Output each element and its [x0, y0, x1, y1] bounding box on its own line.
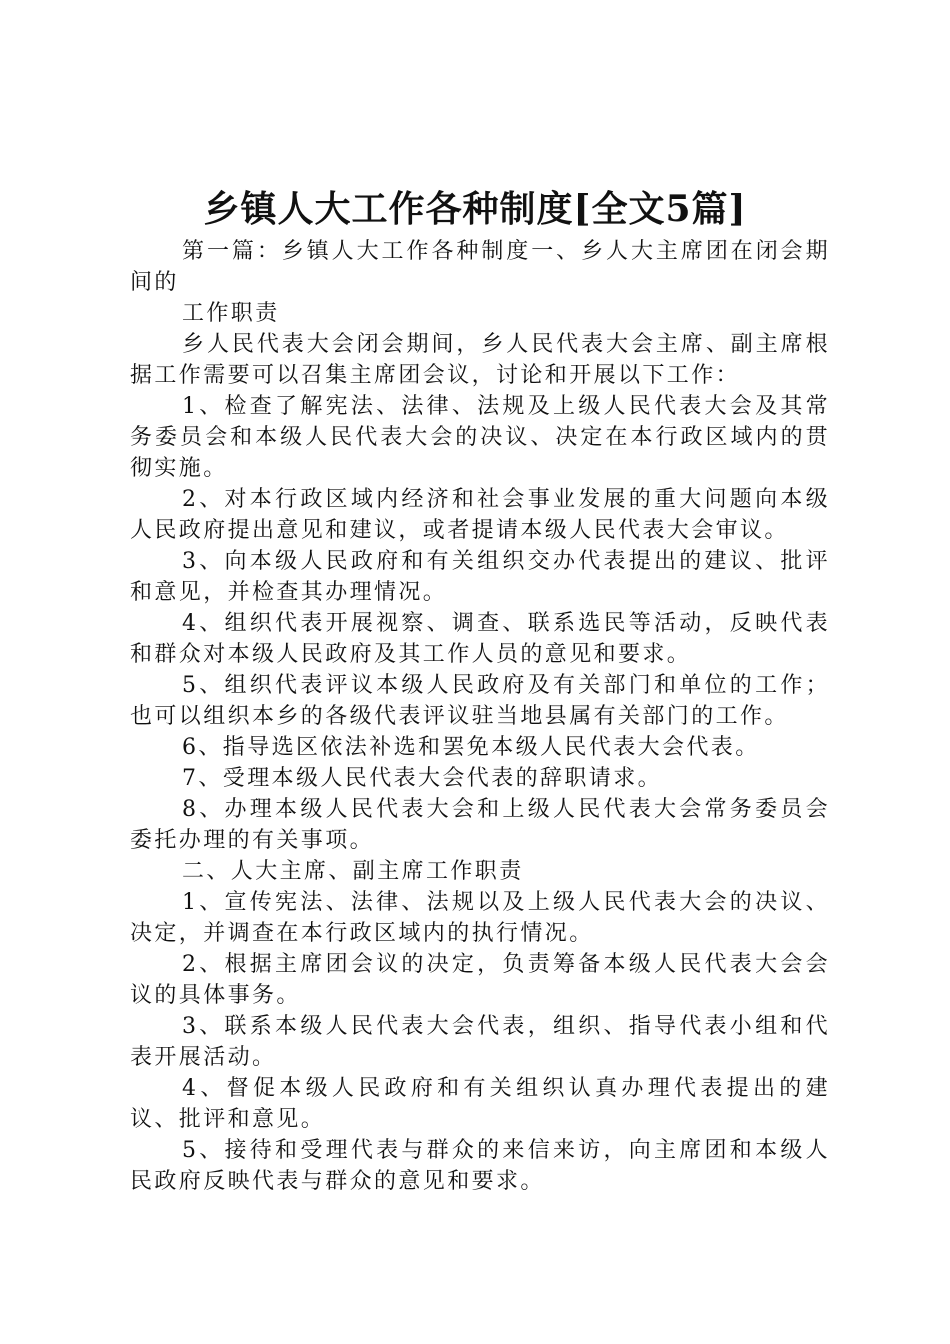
- paragraph: 乡人民代表大会闭会期间，乡人民代表大会主席、副主席根据工作需要可以召集主席团会议，讨论和开展以下工作：: [130, 332, 830, 388]
- paragraph: 3、向本级人民政府和有关组织交办代表提出的建议、批评和意见，并检查其办理情况。: [130, 549, 830, 605]
- paragraph: 8、办理本级人民代表大会和上级人民代表大会常务委员会委托办理的有关事项。: [130, 797, 830, 853]
- document-body: [130, 236, 830, 1197]
- paragraph: 4、督促本级人民政府和有关组织认真办理代表提出的建议、批评和意见。: [130, 1076, 830, 1132]
- paragraph: 4、组织代表开展视察、调查、联系选民等活动，反映代表和群众对本级人民政府及其工作人员的意见和要求。: [130, 611, 830, 667]
- paragraph: 2、对本行政区域内经济和社会事业发展的重大问题向本级人民政府提出意见和建议，或者提请本级人民代表大会审议。: [130, 487, 830, 543]
- paragraph: 5、接待和受理代表与群众的来信来访，向主席团和本级人民政府反映代表与群众的意见和要求。: [130, 1138, 830, 1194]
- paragraph: 1、宣传宪法、法律、法规以及上级人民代表大会的决议、决定，并调查在本行政区域内的执行情况。: [130, 890, 830, 946]
- paragraph: 6、指导选区依法补选和罢免本级人民代表大会代表。: [182, 735, 760, 760]
- paragraph: 1、检查了解宪法、法律、法规及上级人民代表大会及其常务委员会和本级人民代表大会的决议、决定在本行政区域内的贯彻实施。: [130, 394, 830, 481]
- paragraph: 5、组织代表评议本级人民政府及有关部门和单位的工作；也可以组织本乡的各级代表评议驻当地县属有关部门的工作。: [130, 673, 830, 729]
- paragraph: 第一篇：乡镇人大工作各种制度一、乡人大主席团在闭会期间的: [130, 239, 830, 295]
- paragraph: 3、联系本级人民代表大会代表，组织、指导代表小组和代表开展活动。: [130, 1014, 830, 1070]
- paragraph: 7、受理本级人民代表大会代表的辞职请求。: [182, 766, 662, 791]
- paragraph: 二、人大主席、副主席工作职责: [182, 859, 524, 884]
- paragraph: 工作职责: [182, 301, 280, 326]
- paragraph: 2、根据主席团会议的决定，负责筹备本级人民代表大会会议的具体事务。: [130, 952, 830, 1008]
- document-title: 乡镇人大工作各种制度[全文5篇]: [203, 188, 747, 230]
